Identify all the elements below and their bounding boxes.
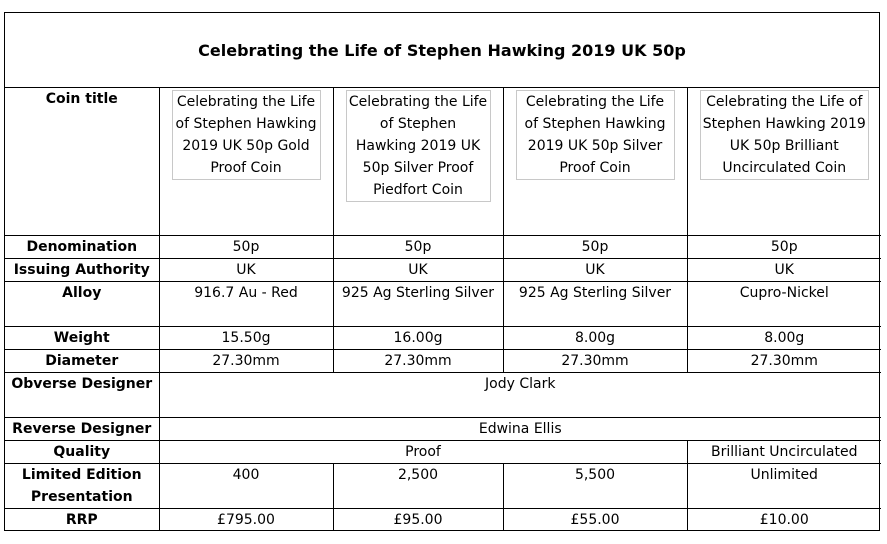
coin-title-3: Celebrating the Life of Stephen Hawking 2019 UK 50p Silver Proof Coin — [516, 90, 675, 180]
issuing-authority-4: UK — [687, 259, 881, 282]
rrp-4: £10.00 — [687, 509, 881, 532]
diameter-3: 27.30mm — [503, 350, 687, 373]
row-diameter — [5, 350, 881, 373]
alloy-1: 916.7 Au - Red — [159, 282, 333, 327]
limited-edition-2: 2,500 — [333, 464, 503, 509]
label-issuing-authority: Issuing Authority — [5, 259, 159, 282]
coin-title-4: Celebrating the Life of Stephen Hawking 2019 UK 50p Brilliant Uncirculated Coin — [700, 90, 870, 180]
weight-2: 16.00g — [333, 327, 503, 350]
denomination-1: 50p — [159, 236, 333, 259]
row-obverse-designer — [5, 373, 881, 418]
label-obverse-designer: Obverse Designer — [5, 373, 159, 418]
coin-spec-table — [5, 88, 881, 531]
weight-4: 8.00g — [687, 327, 881, 350]
obverse-designer: Jody Clark — [159, 373, 881, 418]
row-quality — [5, 441, 881, 464]
limited-edition-3: 5,500 — [503, 464, 687, 509]
quality-proof: Proof — [159, 441, 687, 464]
coin-title-1: Celebrating the Life of Stephen Hawking 2019 UK 50p Gold Proof Coin — [172, 90, 321, 180]
denomination-2: 50p — [333, 236, 503, 259]
label-weight: Weight — [5, 327, 159, 350]
alloy-2: 925 Ag Sterling Silver — [333, 282, 503, 327]
reverse-designer: Edwina Ellis — [159, 418, 881, 441]
row-reverse-designer — [5, 418, 881, 441]
coin-spec-sheet — [4, 12, 880, 531]
row-alloy — [5, 282, 881, 327]
row-rrp — [5, 509, 881, 532]
row-coin-title — [5, 88, 881, 236]
label-quality: Quality — [5, 441, 159, 464]
denomination-3: 50p — [503, 236, 687, 259]
rrp-3: £55.00 — [503, 509, 687, 532]
cell-coin-title-2 — [333, 88, 503, 236]
alloy-4: Cupro-Nickel — [687, 282, 881, 327]
alloy-3: 925 Ag Sterling Silver — [503, 282, 687, 327]
limited-edition-1: 400 — [159, 464, 333, 509]
rrp-1: £795.00 — [159, 509, 333, 532]
label-rrp: RRP — [5, 509, 159, 532]
sheet-title: Celebrating the Life of Stephen Hawking 2019 UK 50p — [5, 13, 879, 88]
quality-bu: Brilliant Uncirculated — [687, 441, 881, 464]
cell-coin-title-4 — [687, 88, 881, 236]
limited-edition-4: Unlimited — [687, 464, 881, 509]
cell-coin-title-1 — [159, 88, 333, 236]
diameter-2: 27.30mm — [333, 350, 503, 373]
label-coin-title: Coin title — [5, 88, 159, 236]
issuing-authority-2: UK — [333, 259, 503, 282]
label-alloy: Alloy — [5, 282, 159, 327]
weight-1: 15.50g — [159, 327, 333, 350]
denomination-4: 50p — [687, 236, 881, 259]
cell-coin-title-3 — [503, 88, 687, 236]
diameter-1: 27.30mm — [159, 350, 333, 373]
row-issuing-authority — [5, 259, 881, 282]
diameter-4: 27.30mm — [687, 350, 881, 373]
rrp-2: £95.00 — [333, 509, 503, 532]
weight-3: 8.00g — [503, 327, 687, 350]
label-limited-edition: Limited Edition Presentation — [5, 464, 159, 509]
issuing-authority-3: UK — [503, 259, 687, 282]
row-weight — [5, 327, 881, 350]
label-denomination: Denomination — [5, 236, 159, 259]
label-reverse-designer: Reverse Designer — [5, 418, 159, 441]
row-limited-edition — [5, 464, 881, 509]
label-diameter: Diameter — [5, 350, 159, 373]
issuing-authority-1: UK — [159, 259, 333, 282]
row-denomination — [5, 236, 881, 259]
coin-title-2: Celebrating the Life of Stephen Hawking 2019 UK 50p Silver Proof Piedfort Coin — [346, 90, 491, 202]
